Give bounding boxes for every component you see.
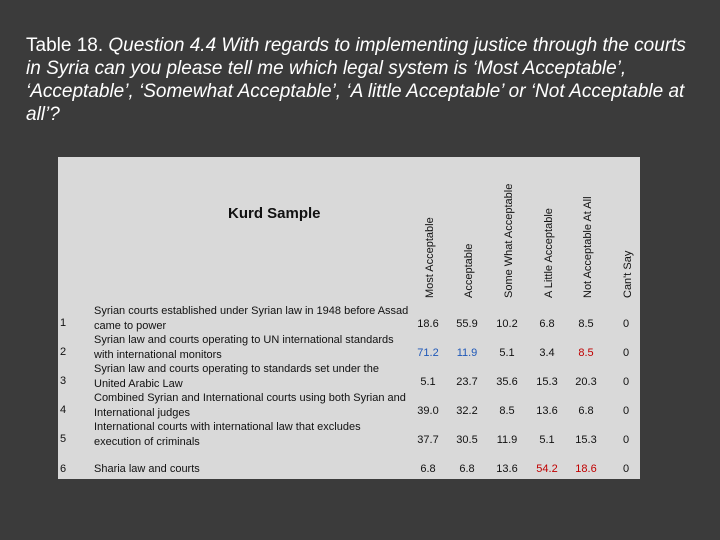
column-header-label: Not Acceptable At All (582, 196, 594, 298)
column-header (408, 157, 448, 300)
column-header (566, 157, 606, 300)
column-header-label: Acceptable (463, 243, 475, 298)
value-cell: 0 (622, 347, 630, 359)
value-cell: 23.7 (456, 376, 478, 388)
value-cell: 20.3 (575, 376, 597, 388)
value-cell: 37.7 (417, 434, 439, 446)
value-cell: 13.6 (536, 405, 558, 417)
sample-label: Kurd Sample (228, 205, 321, 222)
row-number: 2 (60, 346, 67, 358)
value-cell: 35.6 (496, 376, 518, 388)
value-cell: 0 (622, 405, 630, 417)
value-cell: 54.2 (536, 463, 558, 475)
value-cell: 13.6 (496, 463, 518, 475)
column-header-label: Most Acceptable (424, 217, 436, 298)
value-cell: 0 (622, 463, 630, 475)
value-cell: 18.6 (417, 318, 439, 330)
value-cell: 6.8 (578, 405, 594, 417)
value-cell: 11.9 (456, 347, 478, 359)
value-cell: 5.1 (420, 376, 436, 388)
row-number: 1 (60, 317, 67, 329)
value-cell: 8.5 (578, 318, 594, 330)
value-cell: 18.6 (575, 463, 597, 475)
table-row (58, 455, 640, 484)
value-cell: 6.8 (459, 463, 475, 475)
column-header (606, 157, 646, 300)
title-lead: Table 18. (26, 35, 109, 56)
value-cell: 6.8 (420, 463, 436, 475)
value-cell: 5.1 (539, 434, 555, 446)
value-cell: 6.8 (539, 318, 555, 330)
table-row (58, 421, 640, 455)
value-cell: 3.4 (539, 347, 555, 359)
title-question: Question 4.4 With regards to implementing justice through the courts in Syria can you please tell me which legal system is ‘Most Acceptable’, ‘Acceptable’, ‘Somewhat Acceptable’, ‘A little Acceptable’ or ‘Not Acceptable at all’? (26, 35, 686, 125)
value-cell: 32.2 (456, 405, 478, 417)
value-cell: 8.5 (578, 347, 594, 359)
row-description: Combined Syrian and International courts using both Syrian and International judges (94, 392, 406, 419)
column-header-label: A Little Acceptable (543, 208, 555, 298)
value-cell: 15.3 (536, 376, 558, 388)
value-cell: 11.9 (496, 434, 518, 446)
row-number: 4 (60, 404, 67, 416)
row-number: 3 (60, 375, 67, 387)
column-header-label: Some What Acceptable (503, 183, 515, 298)
results-table (58, 157, 640, 479)
row-description: Syrian courts established under Syrian law in 1948 before Assad came to power (94, 305, 409, 332)
row-number: 5 (60, 433, 67, 445)
slide-title (26, 34, 696, 126)
row-description: Sharia law and courts (94, 463, 200, 475)
value-cell: 5.1 (499, 347, 515, 359)
column-header (527, 157, 567, 300)
value-cell: 0 (622, 318, 630, 330)
row-description: Syrian law and courts operating to UN international standards with international monitors (94, 334, 394, 361)
column-header (487, 157, 527, 300)
column-header (447, 157, 487, 300)
value-cell: 39.0 (417, 405, 439, 417)
value-cell: 0 (622, 434, 630, 446)
column-header-label: Can't Say (622, 250, 634, 298)
row-description: International courts with international law that excludes execution of criminals (94, 421, 361, 448)
value-cell: 0 (622, 376, 630, 388)
row-number: 6 (60, 463, 67, 475)
value-cell: 30.5 (456, 434, 478, 446)
value-cell: 55.9 (456, 318, 478, 330)
row-description: Syrian law and courts operating to standards set under the United Arabic Law (94, 363, 379, 390)
value-cell: 10.2 (496, 318, 518, 330)
value-cell: 71.2 (417, 347, 439, 359)
value-cell: 15.3 (575, 434, 597, 446)
value-cell: 8.5 (499, 405, 515, 417)
